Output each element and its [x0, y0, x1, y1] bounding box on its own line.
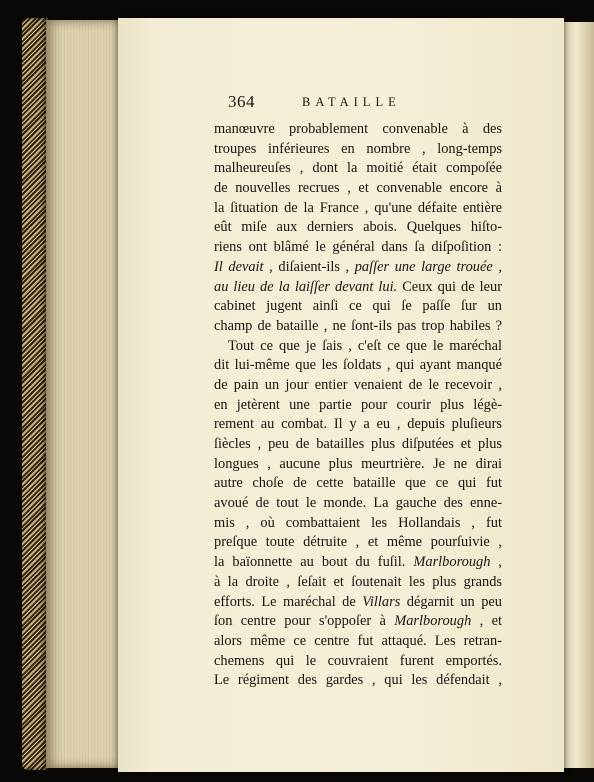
facing-page-edge: [564, 22, 594, 768]
text-line: [214, 376, 502, 396]
text-run: preſque toute détruite , et même pourſuivie ,: [214, 534, 502, 551]
text-line: [214, 199, 502, 219]
text-run: de nouvelles recrues , et convenable encore à: [214, 180, 502, 197]
text-line: [214, 455, 502, 475]
text-run: malheureuſes , dont la moitié était compoſée: [214, 160, 502, 177]
italic-run: Marlborough: [394, 613, 472, 630]
text-run: , diſaient-ils ,: [263, 258, 355, 275]
running-title: BATAILLE: [302, 95, 401, 109]
text-run: cabinet jugent ainſi ce qui ſe paſſe ſur un: [214, 298, 502, 315]
text-run: manœuvre probablement convenable à des: [214, 121, 502, 137]
text-run: dégarnit un peu: [400, 593, 502, 610]
text-run: de pain un jour entier venaient de le recevoir ,: [214, 376, 502, 393]
text-line: [214, 474, 502, 494]
text-run: eût miſe aux derniers abois. Quelques hiſto-: [214, 219, 502, 236]
text-line: [214, 612, 502, 632]
text-run: ſon centre pour s'oppoſer à: [214, 613, 395, 630]
text-line: [214, 317, 502, 337]
italic-run: Il devait: [214, 258, 264, 275]
text-line: [214, 337, 502, 357]
text-run: en jetèrent une partie pour courir plus légè-: [214, 396, 502, 413]
text-line: [214, 494, 502, 514]
text-run: la baïonnette au bout du fuſil.: [214, 554, 414, 571]
text-run: Le régiment des gardes , qui les défendait ,: [214, 672, 502, 689]
page-header: [228, 92, 488, 116]
text-run: champ de bataille , ne ſont-ils pas trop habiles ?: [214, 317, 502, 334]
text-line: [214, 179, 502, 199]
text-line: [214, 258, 502, 278]
marbled-cover-edge: [22, 18, 48, 770]
text-line: [214, 652, 502, 672]
text-run: riens ont blâmé le général dans ſa diſpoſition :: [214, 239, 502, 256]
text-run: à la droite , ſeſait et ſoutenait les plus grands: [214, 573, 502, 590]
italic-run: Villars: [362, 593, 401, 610]
text-run: ,: [490, 554, 502, 571]
italic-run: Marlborough: [413, 554, 491, 571]
text-line: [214, 415, 502, 435]
text-run: ſiècles , peu de batailles plus diſputées et plus: [214, 436, 502, 452]
text-run: alors même ce centre fut attaqué. Les retran-: [214, 632, 502, 649]
text-line: [214, 218, 502, 238]
text-run: efforts. Le maréchal de: [214, 593, 363, 610]
text-run: Tout ce que je ſais , c'eſt ce que le maréchal: [228, 337, 502, 354]
text-run: troupes inférieures en nombre , long-temps: [214, 140, 502, 157]
text-run: , et: [471, 613, 502, 630]
text-run: mis , où combattaient les Hollandais , fut: [214, 514, 502, 531]
italic-run: paſſer une large trouée: [354, 258, 493, 275]
page-number: 364: [228, 92, 255, 111]
text-run: longues , aucune plus meurtrière. Je ne dirai: [214, 455, 502, 472]
text-line: [214, 632, 502, 652]
text-line: [214, 238, 502, 258]
text-line: [214, 671, 502, 691]
text-run: rement au combat. Il y a eu , depuis pluſieurs: [214, 416, 502, 433]
text-line: [214, 593, 502, 613]
body-text: [214, 120, 502, 691]
text-line: [214, 356, 502, 376]
text-line: [214, 514, 502, 534]
text-line: [214, 573, 502, 593]
text-run: dit lui-même que les ſoldats , qui ayant manqué: [214, 357, 502, 374]
text-line: [214, 297, 502, 317]
text-line: [214, 159, 502, 179]
text-line: [214, 396, 502, 416]
text-run: Ceux qui de leur: [397, 278, 502, 295]
text-line: [214, 435, 502, 455]
italic-run: au lieu de la laiſſer devant lui.: [214, 278, 398, 295]
text-line: [214, 278, 502, 298]
text-run: la ſituation de la France , qu'une défaite entière: [214, 199, 502, 216]
text-run: autre choſe de cette bataille que ce qui fut: [214, 475, 502, 492]
text-run: avoué de tout le monde. La gauche des enne-: [214, 495, 502, 512]
text-run: chemens qui le couvraient furent emportés.: [214, 652, 502, 669]
text-line: [214, 533, 502, 553]
text-line: [214, 553, 502, 573]
text-line: [214, 120, 502, 140]
text-line: [214, 140, 502, 160]
page-stack-edge: [46, 20, 124, 768]
text-run: ,: [492, 258, 502, 275]
